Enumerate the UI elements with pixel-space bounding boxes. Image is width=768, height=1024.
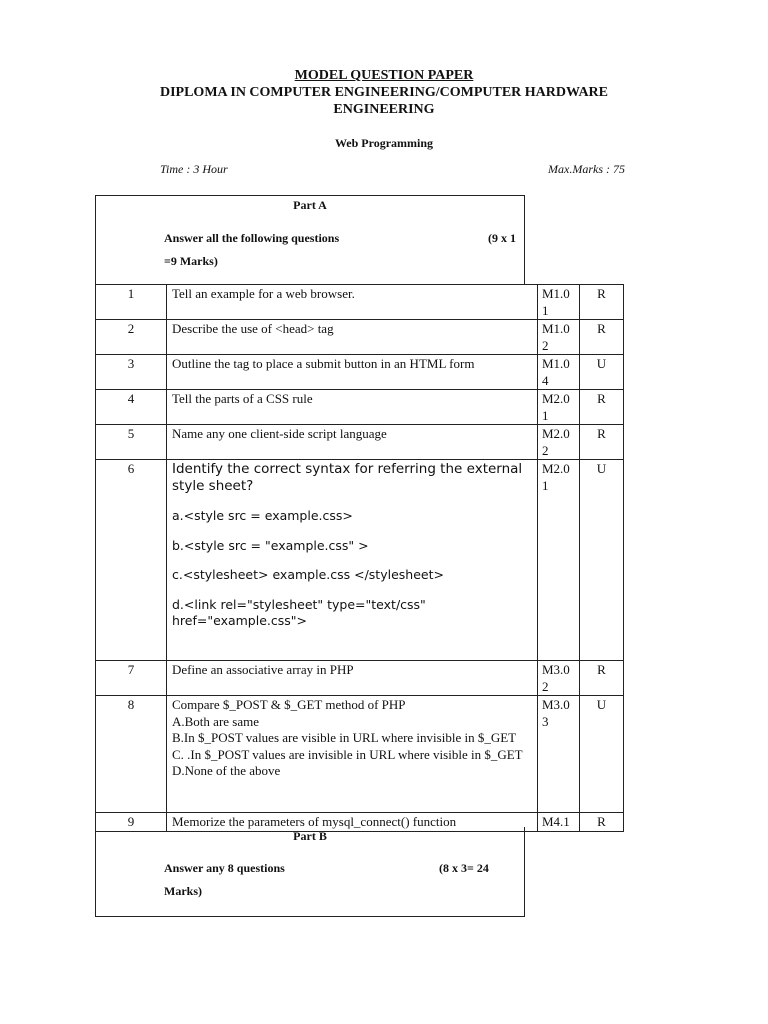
part-a-header (95, 195, 525, 285)
part-b-title: Part B (293, 829, 327, 843)
table-row (96, 696, 624, 813)
table-row (96, 661, 624, 696)
question-text: Tell the parts of a CSS rule (167, 390, 538, 425)
answer-option: A.Both are same (172, 713, 260, 729)
question-text-block (167, 460, 538, 661)
answer-option: D.None of the above (172, 763, 281, 778)
part-a-title: Part A (293, 198, 327, 212)
question-number: 7 (96, 661, 167, 696)
cognitive-level: R (580, 390, 624, 425)
question-number: 1 (96, 285, 167, 320)
question-text: Define an associative array in PHP (167, 661, 538, 696)
answer-option: b.<style src = "example.css" > (172, 537, 369, 553)
question-number: 6 (96, 460, 167, 661)
cognitive-level: R (580, 813, 624, 832)
time-label: Time : 3 Hour (160, 162, 228, 176)
module-code: M4.1 (538, 813, 580, 832)
module-code: M3.0 3 (538, 696, 580, 813)
module-code: M2.0 2 (538, 425, 580, 460)
question-number: 2 (96, 320, 167, 355)
answer-option: C. .In $_POST values are invisible in URL where visible in $_GET (172, 746, 523, 762)
question-text-block (167, 696, 538, 813)
cognitive-level: R (580, 425, 624, 460)
question-text: Identify the correct syntax for referring the external style sheet? (172, 461, 523, 494)
module-code: M1.0 2 (538, 320, 580, 355)
course-title-line1: DIPLOMA IN COMPUTER ENGINEERING/COMPUTER HARDWARE (159, 85, 609, 100)
part-b-header (95, 827, 525, 917)
part-b-instruction: Answer any 8 questions (164, 861, 285, 875)
table-row (96, 425, 624, 460)
module-code: M2.0 1 (538, 460, 580, 661)
question-number: 8 (96, 696, 167, 813)
cognitive-level: R (580, 320, 624, 355)
question-text: Describe the use of <head> tag (167, 320, 538, 355)
answer-option: d.<link rel="stylesheet" type="text/css" href="example.css"> (172, 596, 426, 628)
module-code: M1.0 4 (538, 355, 580, 390)
question-text: Tell an example for a web browser. (167, 285, 538, 320)
question-number: 9 (96, 813, 167, 832)
answer-option: a.<style src = example.css> (172, 508, 353, 523)
question-text: Name any one client-side script language (167, 425, 538, 460)
table-row (96, 390, 624, 425)
question-number: 5 (96, 425, 167, 460)
part-a-instruction: Answer all the following questions (164, 231, 340, 245)
max-marks-label: Max.Marks : 75 (548, 162, 625, 176)
table-row (96, 320, 624, 355)
module-code: M2.0 1 (538, 390, 580, 425)
cognitive-level: U (580, 696, 624, 813)
table-row (96, 460, 624, 661)
cognitive-level: R (580, 285, 624, 320)
part-b-marks: (8 x 3= 24 (439, 861, 489, 875)
paper-title: MODEL QUESTION PAPER (294, 68, 474, 83)
module-code: M3.0 2 (538, 661, 580, 696)
subject-title: Web Programming (334, 136, 434, 150)
part-b-marks-cont: Marks) (164, 884, 202, 898)
answer-option: B.In $_POST values are visible in URL where invisible in $_GET (172, 730, 517, 745)
course-title-line2: ENGINEERING (333, 102, 435, 117)
part-a-questions-table (95, 284, 624, 832)
question-text: Memorize the parameters of mysql_connect() function (167, 813, 538, 832)
question-text: Outline the tag to place a submit button in an HTML form (167, 355, 538, 390)
table-row (96, 355, 624, 390)
question-number: 3 (96, 355, 167, 390)
cognitive-level: U (580, 460, 624, 661)
module-code: M1.0 1 (538, 285, 580, 320)
answer-option: c.<stylesheet> example.css </stylesheet> (172, 567, 444, 582)
part-a-marks: (9 x 1 (488, 231, 516, 245)
cognitive-level: U (580, 355, 624, 390)
question-number: 4 (96, 390, 167, 425)
cognitive-level: R (580, 661, 624, 696)
part-a-marks-cont: =9 Marks) (164, 254, 218, 268)
table-row (96, 285, 624, 320)
question-text: Compare $_POST & $_GET method of PHP (172, 697, 406, 712)
